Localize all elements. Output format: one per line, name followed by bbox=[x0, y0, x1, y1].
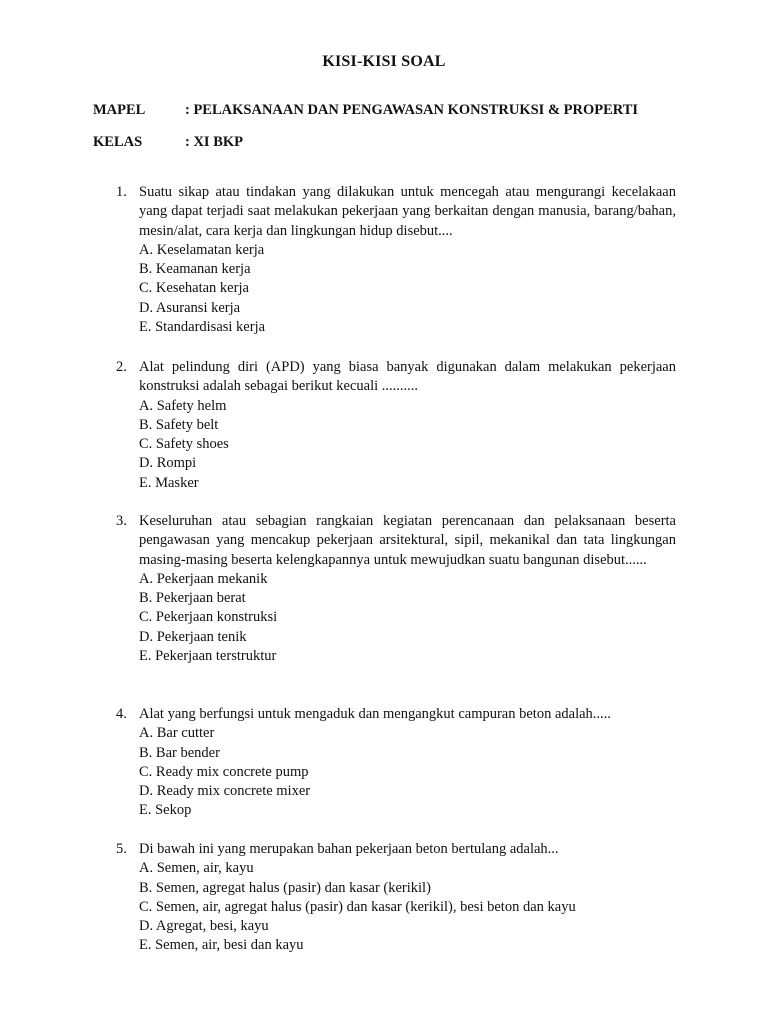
option-c: C. Ready mix concrete pump bbox=[139, 763, 309, 780]
kelas-value: : XI BKP bbox=[185, 134, 243, 150]
option-d: D. Agregat, besi, kayu bbox=[139, 918, 269, 935]
question-number: 4. bbox=[116, 706, 127, 722]
option-e: E. Pekerjaan terstruktur bbox=[139, 648, 277, 665]
option-b: B. Keamanan kerja bbox=[139, 261, 251, 278]
option-d: D. Rompi bbox=[139, 455, 197, 472]
question-item bbox=[116, 358, 676, 493]
option-c: C. Semen, air, agregat halus (pasir) dan kasar (kerikil), besi beton dan kayu bbox=[139, 898, 576, 915]
option-e: E. Sekop bbox=[139, 802, 192, 819]
question-text: Di bawah ini yang merupakan bahan pekerjaan beton bertulang adalah... bbox=[139, 841, 559, 857]
question-item bbox=[116, 183, 676, 337]
question-number: 3. bbox=[116, 513, 127, 529]
question-text: Alat yang berfungsi untuk mengaduk dan mengangkut campuran beton adalah..... bbox=[139, 706, 611, 722]
option-e: E. Semen, air, besi dan kayu bbox=[139, 937, 304, 954]
option-d: D. Ready mix concrete mixer bbox=[139, 783, 311, 800]
option-a: A. Safety helm bbox=[139, 397, 227, 414]
option-a: A. Keselamatan kerja bbox=[139, 241, 265, 258]
option-c: C. Kesehatan kerja bbox=[139, 280, 249, 297]
mapel-row bbox=[93, 102, 638, 119]
option-d: D. Asuransi kerja bbox=[139, 299, 241, 316]
kelas-row bbox=[93, 134, 243, 151]
option-d: D. Pekerjaan tenik bbox=[139, 628, 247, 645]
option-e: E. Masker bbox=[139, 474, 199, 491]
question-number: 2. bbox=[116, 359, 127, 375]
question-item bbox=[116, 705, 676, 821]
question-item bbox=[116, 840, 676, 956]
option-a: A. Semen, air, kayu bbox=[139, 860, 254, 877]
mapel-label: MAPEL bbox=[93, 102, 146, 118]
option-b: B. Pekerjaan berat bbox=[139, 590, 246, 607]
document-title: KISI-KISI SOAL bbox=[322, 53, 446, 70]
option-b: B. Bar bender bbox=[139, 744, 220, 761]
option-b: B. Safety belt bbox=[139, 416, 219, 433]
option-b: B. Semen, agregat halus (pasir) dan kasar (kerikil) bbox=[139, 879, 431, 896]
question-number: 1. bbox=[116, 184, 127, 200]
question-item bbox=[116, 512, 676, 666]
option-c: C. Safety shoes bbox=[139, 436, 229, 453]
option-a: A. Bar cutter bbox=[139, 725, 215, 742]
question-text: Keseluruhan atau sebagian rangkaian kegiatan perencanaan dan pelaksanaan beserta pengawasan yang mencakup pekerjaan arsitektural, sipil, mekanikal dan tata lingkungan masing-masing beserta kelengkapannya untuk mewujudkan suatu bangunan disebut...... bbox=[139, 513, 676, 568]
question-number: 5. bbox=[116, 841, 127, 857]
kelas-label: KELAS bbox=[93, 134, 143, 150]
question-text: Alat pelindung diri (APD) yang biasa banyak digunakan dalam melakukan pekerjaan konstruksi adalah sebagai berikut kecuali .......... bbox=[139, 359, 676, 395]
option-a: A. Pekerjaan mekanik bbox=[139, 570, 268, 587]
option-e: E. Standardisasi kerja bbox=[139, 319, 266, 336]
question-text: Suatu sikap atau tindakan yang dilakukan untuk mencegah atau mengurangi kecelakaan yang dapat terjadi saat melakukan pekerjaan yang berkaitan dengan manusia, barang/bahan, mesin/alat, cara kerja dan lingkungan hidup disebut.... bbox=[139, 184, 676, 239]
option-c: C. Pekerjaan konstruksi bbox=[139, 609, 278, 626]
mapel-value: : PELAKSANAAN DAN PENGAWASAN KONSTRUKSI & PROPERTI bbox=[185, 102, 639, 118]
